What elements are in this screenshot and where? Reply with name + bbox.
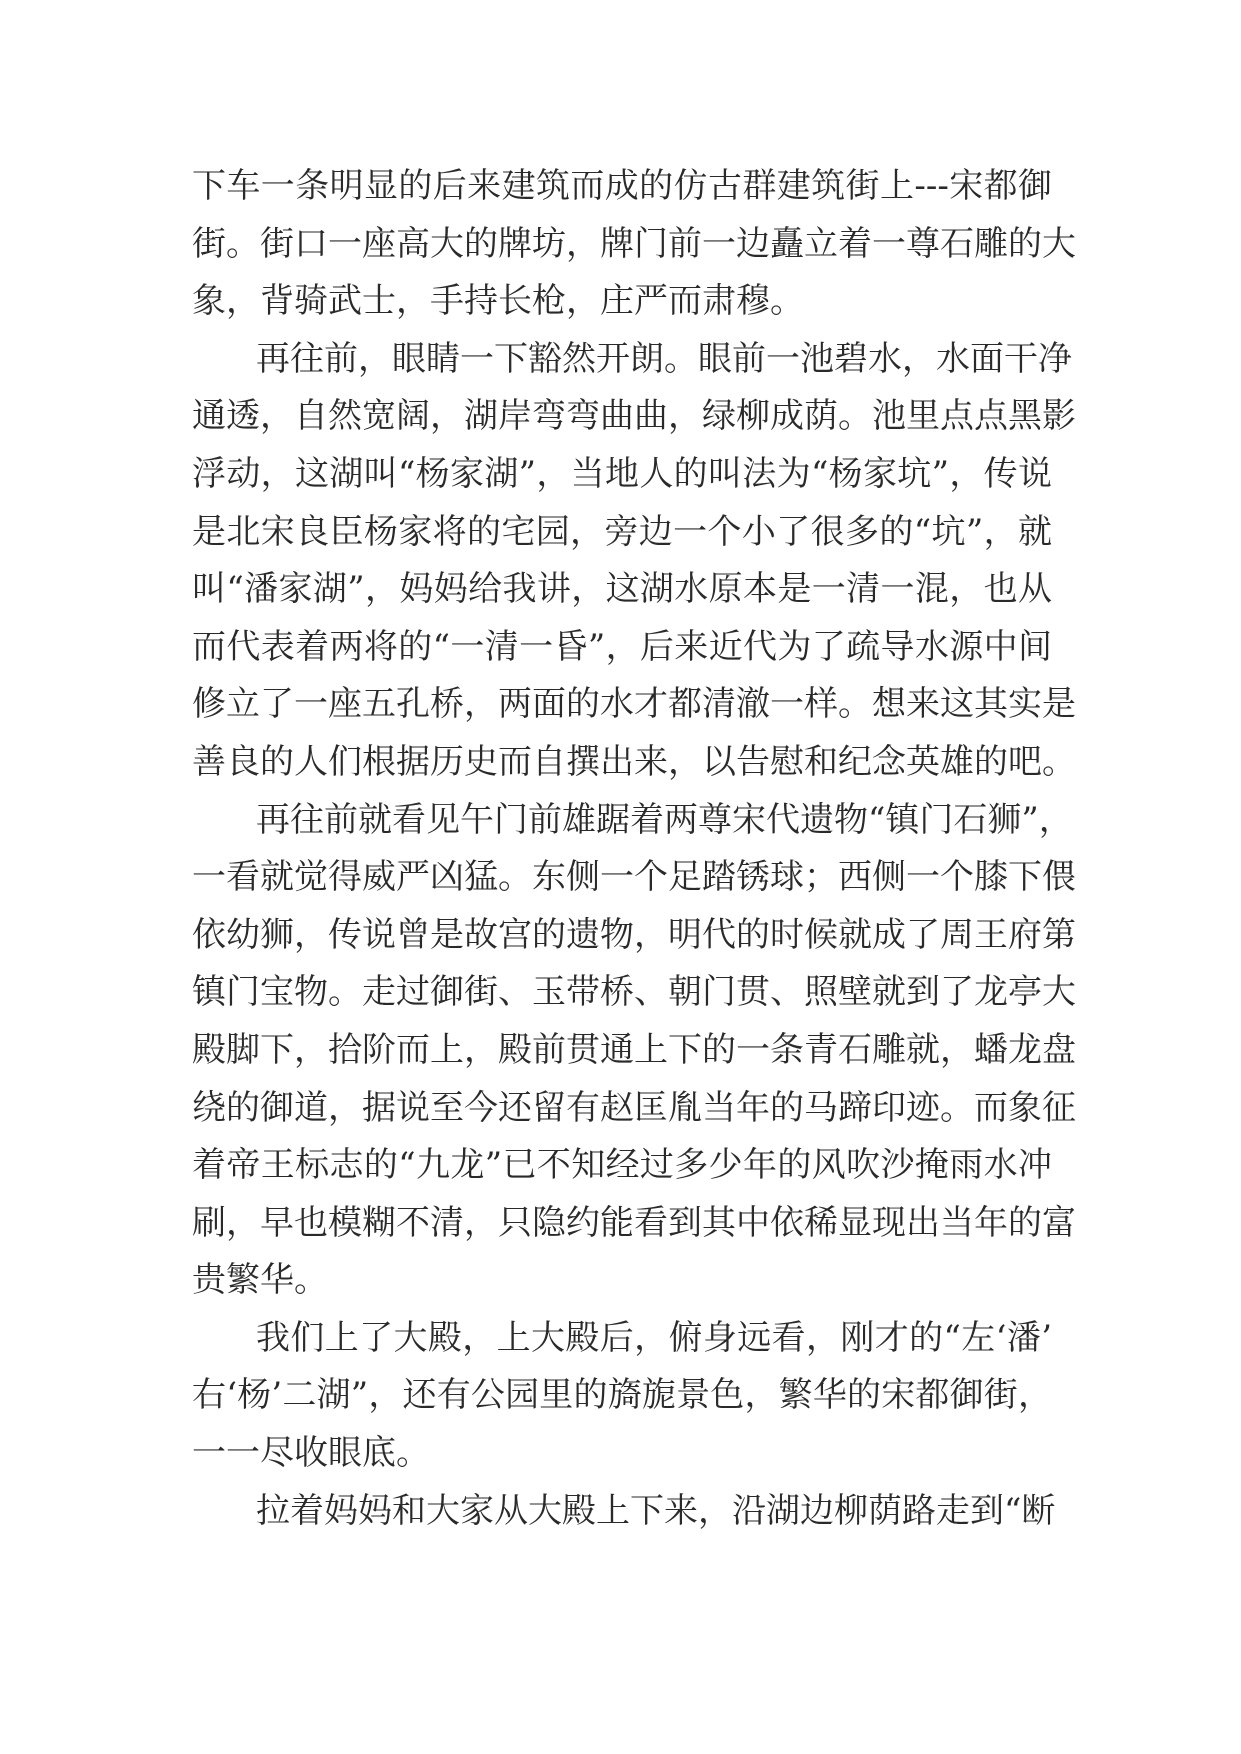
paragraph-1 — [192, 158, 1076, 331]
text-line: 一一尽收眼底。 — [192, 1433, 430, 1474]
text-line: 街。街口一座高大的牌坊，牌门前一边矗立着一尊石雕的大 — [192, 223, 1076, 264]
text-line: 善良的人们根据历史而自撰出来，以告慰和纪念英雄的吧。 — [192, 741, 1076, 782]
text-line: 而代表着两将的“一清一昏”，后来近代为了疏导水源中间 — [192, 626, 1052, 667]
text-line: 通透，自然宽阔，湖岸弯弯曲曲，绿柳成荫。池里点点黑影 — [192, 396, 1076, 437]
text-line: 绕的御道，据说至今还留有赵匡胤当年的马蹄印迹。而象征 — [192, 1087, 1076, 1128]
text-line: 再往前就看见午门前雄踞着两尊宋代遗物“镇门石狮”， — [256, 799, 1073, 840]
text-line: 浮动，这湖叫“杨家湖”，当地人的叫法为“杨家坑”，传说 — [192, 453, 1052, 494]
paragraph-3 — [192, 792, 1076, 1310]
text-line: 殿脚下，拾阶而上，殿前贯通上下的一条青石雕就，蟠龙盘 — [192, 1029, 1076, 1070]
text-line: 一看就觉得威严凶猛。东侧一个足踏锈球；西侧一个膝下偎 — [192, 857, 1076, 898]
text-line: 依幼狮，传说曾是故宫的遗物，明代的时候就成了周王府第 — [192, 914, 1076, 955]
text-line: 贵繁华。 — [192, 1260, 328, 1301]
text-line: 下车一条明显的后来建筑而成的仿古群建筑街上---宋都御 — [192, 166, 1052, 206]
text-line: 我们上了大殿，上大殿后，俯身远看，刚才的“左‘潘’ — [256, 1317, 1052, 1358]
text-line: 象，背骑武士，手持长枪，庄严而肃穆。 — [192, 281, 804, 322]
text-line: 是北宋良臣杨家将的宅园，旁边一个小了很多的“坑”，就 — [192, 511, 1052, 552]
paragraph-2 — [192, 331, 1076, 792]
document-body — [192, 158, 1076, 1540]
text-line: 拉着妈妈和大家从大殿上下来，沿湖边柳荫路走到“断 — [256, 1490, 1056, 1531]
paragraph-4 — [192, 1310, 1052, 1483]
text-line: 镇门宝物。走过御街、玉带桥、朝门贯、照壁就到了龙亭大 — [192, 972, 1076, 1013]
text-line: 再往前，眼睛一下豁然开朗。眼前一池碧水，水面干净 — [256, 338, 1072, 379]
text-line: 着帝王标志的“九龙”已不知经过多少年的风吹沙掩雨水冲 — [192, 1145, 1052, 1186]
text-line: 修立了一座五孔桥，两面的水才都清澈一样。想来这其实是 — [192, 684, 1076, 725]
paragraph-5 — [192, 1483, 1056, 1541]
text-line: 右‘杨’二湖”，还有公园里的旖旎景色，繁华的宋都御街， — [192, 1375, 1052, 1416]
text-line: 叫“潘家湖”，妈妈给我讲，这湖水原本是一清一混，也从 — [192, 569, 1052, 610]
text-line: 刷，早也模糊不清，只隐约能看到其中依稀显现出当年的富 — [192, 1202, 1076, 1243]
